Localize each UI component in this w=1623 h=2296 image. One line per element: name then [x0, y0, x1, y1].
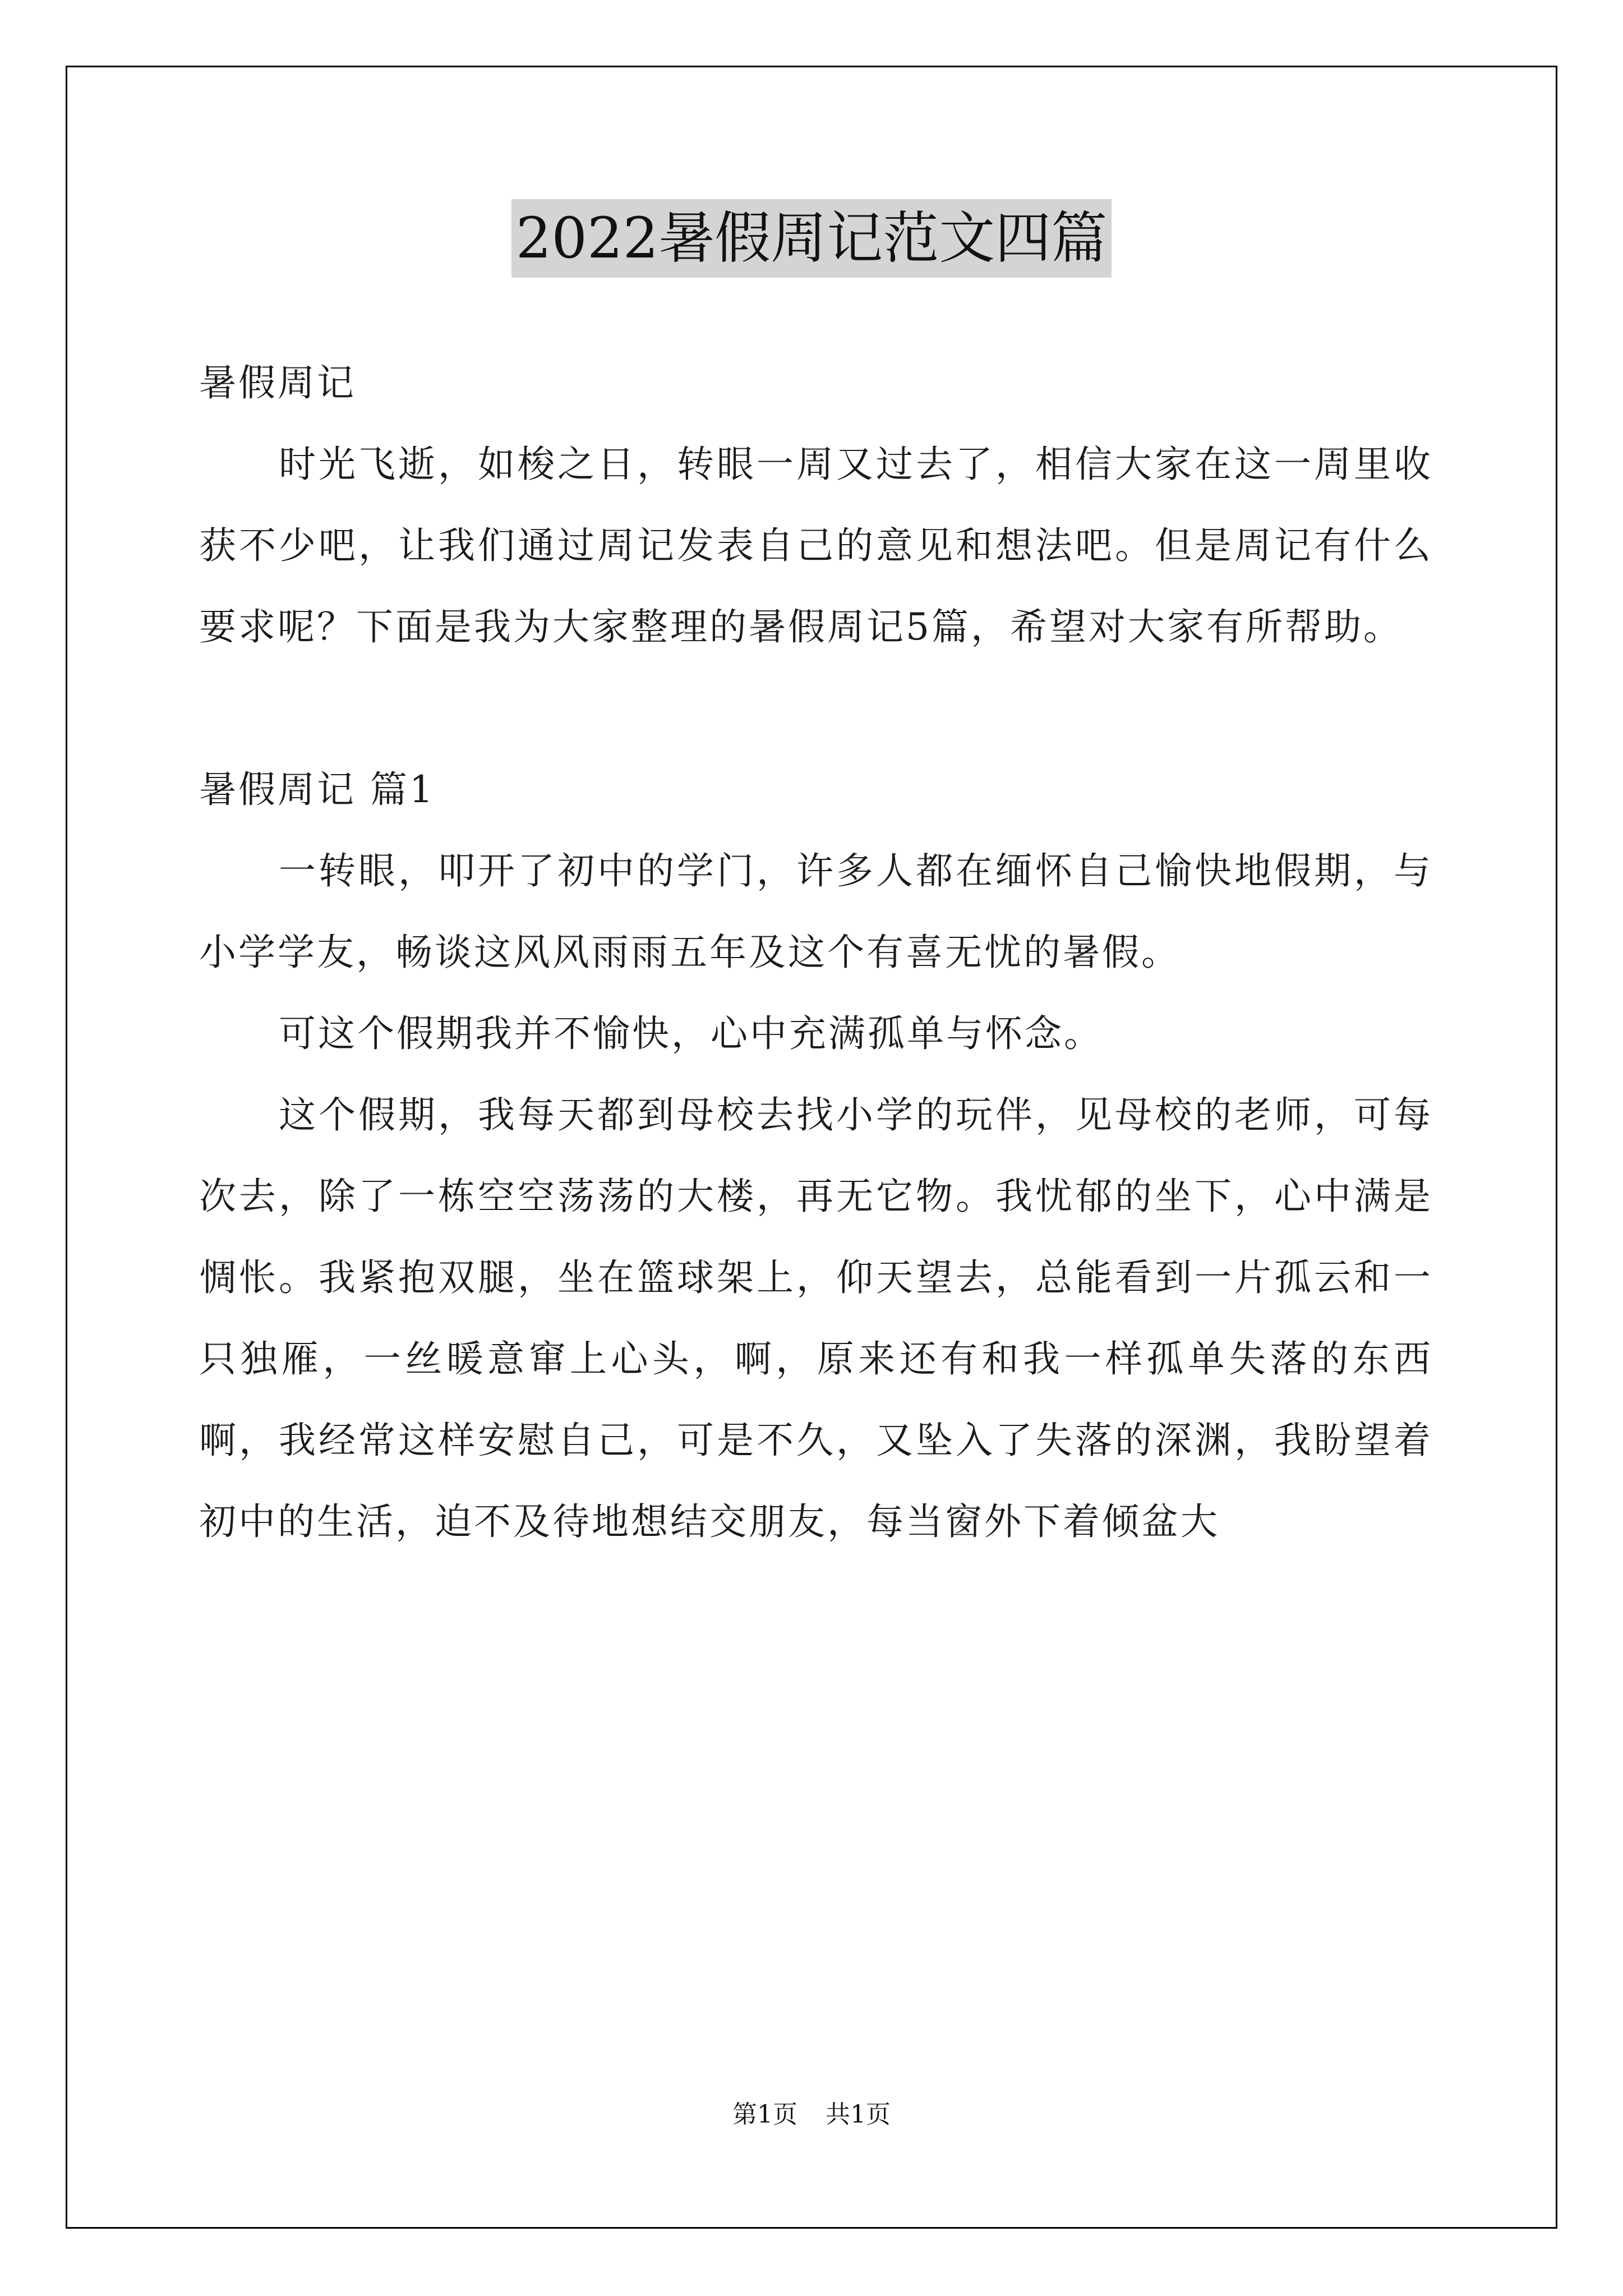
intro-heading: 暑假周记 [199, 361, 356, 404]
page-total: 共1页 [826, 2100, 891, 2129]
document-title: 2022暑假周记范文四篇 [511, 199, 1112, 278]
document-body [199, 342, 1433, 1562]
body-paragraph: 这个假期，我每天都到母校去找小学的玩伴，见母校的老师，可每次去，除了一栋空空荡荡的大楼，再无它物。我忧郁的坐下，心中满是惆怅。我紧抱双腿，坐在篮球架上，仰天望去，总能看到一片孤云和一只独雁，一丝暖意窜上心头，啊，原来还有和我一样孤单失落的东西啊，我经常这样安慰自己，可是不久，又坠入了失落的深渊，我盼望着初中的生活，迫不及待地想结交朋友，每当窗外下着倾盆大 [199, 1093, 1433, 1543]
section-heading: 暑假周记 篇1 [199, 768, 435, 811]
body-paragraph: 一转眼，叩开了初中的学门，许多人都在缅怀自己愉快地假期，与小学学友，畅谈这风风雨雨五年及这个有喜无忧的暑假。 [199, 849, 1433, 974]
title-container [0, 199, 1623, 278]
intro-paragraph: 时光飞逝，如梭之日，转眼一周又过去了，相信大家在这一周里收获不少吧，让我们通过周记发表自己的意见和想法吧。但是周记有什么要求呢？下面是我为大家整理的暑假周记5篇，希望对大家有所帮助。 [199, 443, 1433, 648]
section-spacer [199, 668, 1433, 749]
page-footer [0, 2098, 1623, 2132]
page-number: 第1页 [732, 2100, 797, 2129]
body-paragraph: 可这个假期我并不愉快，心中充满孤单与怀念。 [279, 1012, 1103, 1055]
